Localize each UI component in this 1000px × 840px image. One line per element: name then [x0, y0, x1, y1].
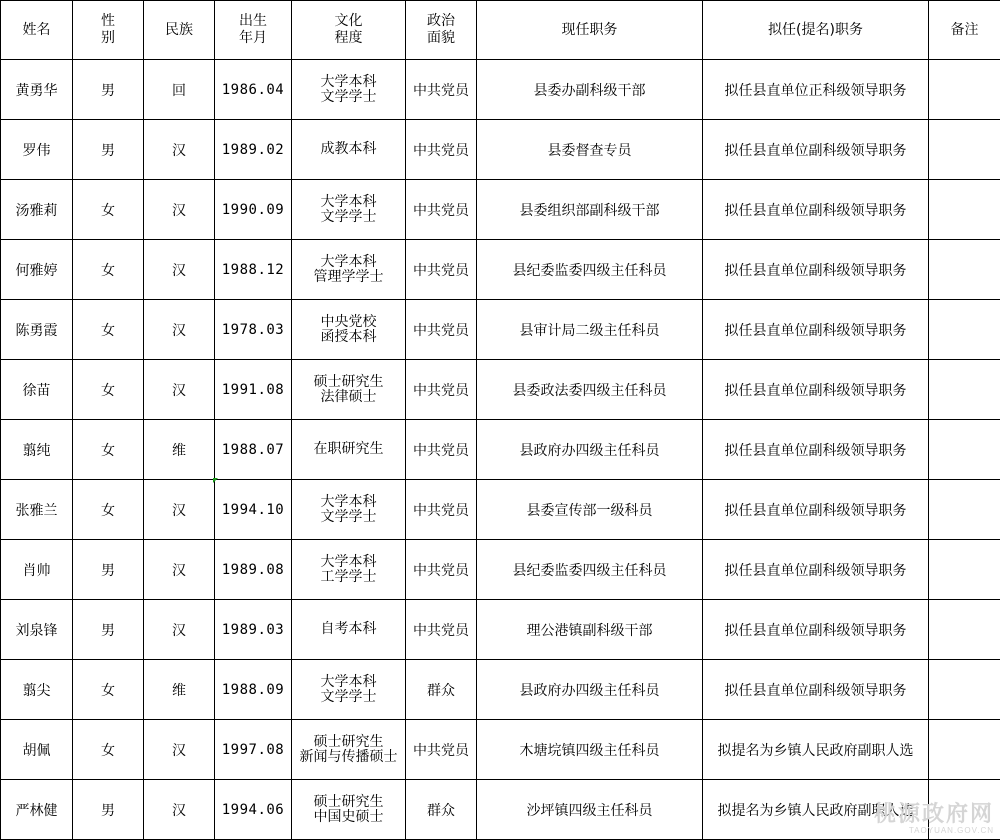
cell-ethnicity: 回: [144, 60, 215, 120]
education-line: 中国史硕士: [292, 810, 405, 825]
cell-current-position: 木塘垸镇四级主任科员: [477, 720, 703, 780]
cell-proposed-position: 拟任县直单位副科级领导职务: [703, 420, 929, 480]
cell-current-position: 县审计局二级主任科员: [477, 300, 703, 360]
cell-gender: 女: [73, 300, 144, 360]
cell-education: [292, 420, 406, 480]
cell-gender: 女: [73, 480, 144, 540]
cell-name: 陈勇霞: [1, 300, 73, 360]
cell-proposed-position: 拟任县直单位副科级领导职务: [703, 540, 929, 600]
cell-remarks: [929, 60, 1000, 120]
cell-remarks: [929, 540, 1000, 600]
cell-current-position: 县纪委监委四级主任科员: [477, 240, 703, 300]
education-line: 大学本科: [292, 195, 405, 210]
table-row: [1, 480, 1000, 540]
table-row: [1, 360, 1000, 420]
cell-remarks: [929, 300, 1000, 360]
cell-education: [292, 120, 406, 180]
cell-ethnicity: 汉: [144, 300, 215, 360]
header-remarks: 备注: [929, 1, 1000, 60]
cell-birth: 1997.08: [215, 720, 292, 780]
header-name: 姓名: [1, 1, 73, 60]
cell-education: [292, 540, 406, 600]
cell-gender: 男: [73, 540, 144, 600]
cell-remarks: [929, 780, 1000, 840]
header-gender: [73, 1, 144, 60]
education-line: 大学本科: [292, 495, 405, 510]
cell-political: 群众: [406, 660, 477, 720]
cell-name: 罗伟: [1, 120, 73, 180]
cell-name: 汤雅莉: [1, 180, 73, 240]
cell-proposed-position: 拟任县直单位正科级领导职务: [703, 60, 929, 120]
education-line: 大学本科: [292, 75, 405, 90]
header-political-line1: 政治: [406, 13, 476, 30]
cell-current-position: 县委宣传部一级科员: [477, 480, 703, 540]
cell-gender: 女: [73, 660, 144, 720]
header-education: [292, 1, 406, 60]
cell-name: 徐苗: [1, 360, 73, 420]
cell-ethnicity: 汉: [144, 540, 215, 600]
cell-remarks: [929, 660, 1000, 720]
cell-current-position: 县委办副科级干部: [477, 60, 703, 120]
cell-education: [292, 780, 406, 840]
education-line: 大学本科: [292, 555, 405, 570]
cell-gender: 男: [73, 120, 144, 180]
cell-gender: 女: [73, 180, 144, 240]
cell-current-position: 理公港镇副科级干部: [477, 600, 703, 660]
table-row: [1, 180, 1000, 240]
cell-political: 群众: [406, 780, 477, 840]
cell-education: [292, 180, 406, 240]
education-line: 大学本科: [292, 675, 405, 690]
cell-gender: 男: [73, 60, 144, 120]
education-line: 管理学学士: [292, 270, 405, 285]
header-political: [406, 1, 477, 60]
cell-gender: 男: [73, 600, 144, 660]
cell-ethnicity: 汉: [144, 600, 215, 660]
header-row: [1, 1, 1000, 60]
table-row: [1, 300, 1000, 360]
cell-proposed-position: 拟任县直单位副科级领导职务: [703, 180, 929, 240]
cell-political: 中共党员: [406, 120, 477, 180]
cell-education: [292, 360, 406, 420]
header-gender-line2: 别: [73, 30, 143, 47]
header-birth: [215, 1, 292, 60]
cell-proposed-position: 拟提名为乡镇人民政府副职人选: [703, 780, 929, 840]
cell-name: 肖帅: [1, 540, 73, 600]
cell-birth: 1990.09: [215, 180, 292, 240]
education-line: 硕士研究生: [292, 375, 405, 390]
cell-birth: 1994.10: [215, 480, 292, 540]
cell-current-position: 县政府办四级主任科员: [477, 660, 703, 720]
cell-birth: 1988.09: [215, 660, 292, 720]
cell-gender: 女: [73, 360, 144, 420]
cell-remarks: [929, 600, 1000, 660]
cell-education: [292, 600, 406, 660]
cell-political: 中共党员: [406, 300, 477, 360]
education-line: 文学学士: [292, 690, 405, 705]
cell-remarks: [929, 180, 1000, 240]
cell-proposed-position: 拟任县直单位副科级领导职务: [703, 480, 929, 540]
cell-political: 中共党员: [406, 600, 477, 660]
cell-current-position: 县委组织部副科级干部: [477, 180, 703, 240]
cell-remarks: [929, 420, 1000, 480]
cell-political: 中共党员: [406, 180, 477, 240]
cell-birth: 1978.03: [215, 300, 292, 360]
cell-name: 刘泉锋: [1, 600, 73, 660]
cell-name: 黄勇华: [1, 60, 73, 120]
header-proposed-position: 拟任(提名)职务: [703, 1, 929, 60]
cell-birth: 1986.04: [215, 60, 292, 120]
cell-political: 中共党员: [406, 360, 477, 420]
cell-birth: 1989.02: [215, 120, 292, 180]
cell-proposed-position: 拟任县直单位副科级领导职务: [703, 240, 929, 300]
header-gender-line1: 性: [73, 13, 143, 30]
cell-political: 中共党员: [406, 420, 477, 480]
cell-remarks: [929, 480, 1000, 540]
table-row: [1, 540, 1000, 600]
watermark-sub: TAOYUAN.GOV.CN: [874, 826, 994, 835]
cell-birth: 1994.06: [215, 780, 292, 840]
table-row: [1, 660, 1000, 720]
cell-current-position: 县委政法委四级主任科员: [477, 360, 703, 420]
education-line: 成教本科: [292, 142, 405, 157]
cell-comment-marker: [213, 478, 218, 483]
cell-ethnicity: 汉: [144, 720, 215, 780]
cell-education: [292, 660, 406, 720]
table-row: [1, 780, 1000, 840]
header-current-position: 现任职务: [477, 1, 703, 60]
cell-education: [292, 60, 406, 120]
table-row: [1, 120, 1000, 180]
education-line: 文学学士: [292, 510, 405, 525]
education-line: 在职研究生: [292, 442, 405, 457]
cell-gender: 女: [73, 240, 144, 300]
cell-remarks: [929, 360, 1000, 420]
cell-education: [292, 240, 406, 300]
cell-education: [292, 300, 406, 360]
cell-current-position: 沙坪镇四级主任科员: [477, 780, 703, 840]
table-row: [1, 600, 1000, 660]
education-line: 工学学士: [292, 570, 405, 585]
table-row: [1, 240, 1000, 300]
cell-ethnicity: 汉: [144, 120, 215, 180]
education-line: 新闻与传播硕士: [292, 750, 405, 765]
education-line: 硕士研究生: [292, 735, 405, 750]
cell-birth: 1988.07: [215, 420, 292, 480]
header-birth-line1: 出生: [215, 13, 291, 30]
header-ethnicity: 民族: [144, 1, 215, 60]
cell-name: 翦尖: [1, 660, 73, 720]
table-row: [1, 720, 1000, 780]
cell-ethnicity: 汉: [144, 240, 215, 300]
cell-proposed-position: 拟提名为乡镇人民政府副职人选: [703, 720, 929, 780]
cell-remarks: [929, 120, 1000, 180]
cell-proposed-position: 拟任县直单位副科级领导职务: [703, 120, 929, 180]
table-row: [1, 420, 1000, 480]
header-political-line2: 面貌: [406, 30, 476, 47]
cell-ethnicity: 汉: [144, 180, 215, 240]
cell-political: 中共党员: [406, 60, 477, 120]
cell-name: 胡佩: [1, 720, 73, 780]
cell-current-position: 县委督查专员: [477, 120, 703, 180]
cell-current-position: 县纪委监委四级主任科员: [477, 540, 703, 600]
cell-current-position: 县政府办四级主任科员: [477, 420, 703, 480]
cell-ethnicity: 汉: [144, 360, 215, 420]
education-line: 大学本科: [292, 255, 405, 270]
cell-ethnicity: 维: [144, 660, 215, 720]
table-row: [1, 60, 1000, 120]
education-line: 文学学士: [292, 90, 405, 105]
education-line: 中央党校: [292, 315, 405, 330]
cell-political: 中共党员: [406, 540, 477, 600]
education-line: 法律硕士: [292, 390, 405, 405]
cell-name: 何雅婷: [1, 240, 73, 300]
cell-name: 翦纯: [1, 420, 73, 480]
cell-birth: 1988.12: [215, 240, 292, 300]
education-line: 硕士研究生: [292, 795, 405, 810]
cell-birth: 1989.03: [215, 600, 292, 660]
cell-remarks: [929, 240, 1000, 300]
cell-birth: 1989.08: [215, 540, 292, 600]
watermark-main: 桃源政府网: [874, 802, 994, 826]
cell-proposed-position: 拟任县直单位副科级领导职务: [703, 660, 929, 720]
cell-remarks: [929, 720, 1000, 780]
cell-gender: 男: [73, 780, 144, 840]
cell-ethnicity: 汉: [144, 780, 215, 840]
cell-education: [292, 480, 406, 540]
cell-birth: 1991.08: [215, 360, 292, 420]
table-body: [1, 60, 1000, 840]
cell-gender: 女: [73, 420, 144, 480]
cell-political: 中共党员: [406, 240, 477, 300]
cell-gender: 女: [73, 720, 144, 780]
header-education-line1: 文化: [292, 13, 405, 30]
cell-education: [292, 720, 406, 780]
cell-name: 张雅兰: [1, 480, 73, 540]
education-line: 自考本科: [292, 622, 405, 637]
cell-name: 严林健: [1, 780, 73, 840]
cell-ethnicity: 汉: [144, 480, 215, 540]
cell-proposed-position: 拟任县直单位副科级领导职务: [703, 600, 929, 660]
education-line: 函授本科: [292, 330, 405, 345]
cell-ethnicity: 维: [144, 420, 215, 480]
cell-proposed-position: 拟任县直单位副科级领导职务: [703, 300, 929, 360]
education-line: 文学学士: [292, 210, 405, 225]
header-education-line2: 程度: [292, 30, 405, 47]
cell-political: 中共党员: [406, 480, 477, 540]
header-birth-line2: 年月: [215, 30, 291, 47]
cell-proposed-position: 拟任县直单位副科级领导职务: [703, 360, 929, 420]
cell-political: 中共党员: [406, 720, 477, 780]
